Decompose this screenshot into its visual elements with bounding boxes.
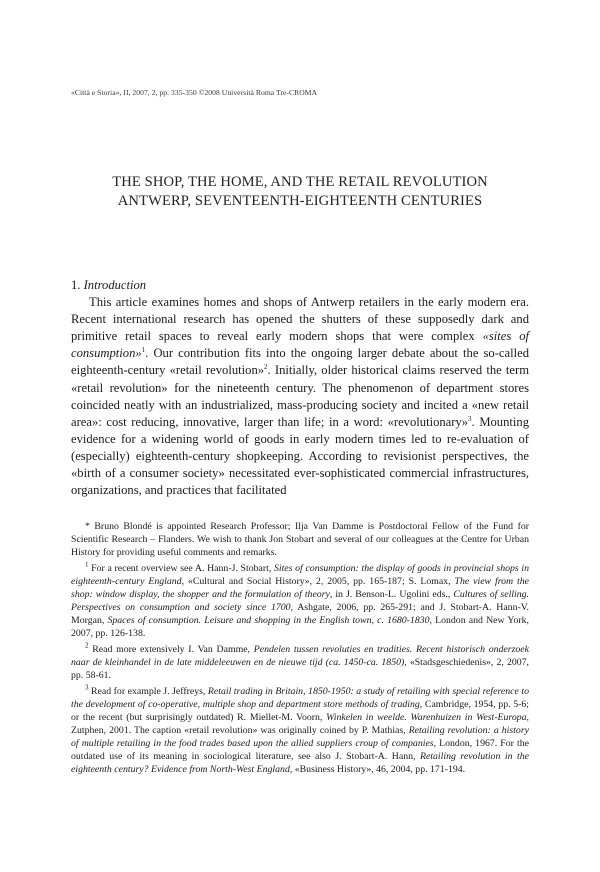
footnotes [71, 520, 529, 779]
footnote-2 [71, 643, 529, 682]
section-heading [71, 277, 529, 294]
footnote-3 [71, 685, 529, 776]
text-run: . Our contribution fits into the ongoing larger debate about the so-called eighteenth-century «retail revolution» [71, 346, 529, 378]
section-title: Introduction [83, 278, 147, 292]
footnote-number: 1 [85, 560, 89, 569]
footnote-number: 2 [85, 641, 89, 650]
text-run: For a recent overview see A. Hann-J. Stobart, [88, 563, 274, 574]
text-run: , Ashgate, 2006, pp. 265-291; and J. Stobart-A. Hann-V. Morgan, [71, 602, 530, 626]
text-run: , London, 1967. For the outdated use of its meaning in sociological literature, see also J. Stobart-A. Hann, [71, 738, 529, 762]
footnote-number: 3 [85, 683, 89, 692]
text-run-italic: Sites of consumption: the display of goods in provincial shops in eighteenth-century England [71, 563, 529, 587]
footnote-ref[interactable]: 1 [141, 346, 146, 355]
text-run-italic: Retailing revolution in the eighteenth century? Evidence from North-West England [71, 751, 529, 775]
text-run: , in J. Benson-L. Ugolini eds., [329, 589, 454, 600]
footnote-1 [71, 562, 529, 640]
section-number: 1. [71, 278, 81, 292]
footnote-ref[interactable]: 3 [468, 414, 472, 423]
text-run: This article examines homes and shops of Antwerp retailers in the early modern era. Recent international research has opened the shutters of these supposedly dark and primitive retail spaces to reveal early modern shops that were complex [71, 295, 529, 344]
text-run-italic: The view from the shop: window display, the shopper and the formulation of theory [71, 576, 530, 600]
text-run: . Mounting evidence for a widening world of goods in early modern times led to re-evaluation of (especially) eighteenth-century shopkeeping. According to revisionist perspectives, the «birth of a consumer society» necessitated ever-sophisticated commercial infrastructures, organizations, and practices that facilitated [71, 414, 529, 498]
article-title [60, 173, 540, 211]
footnote-star: * Bruno Blondé is appointed Research Professor; Ilja Van Damme is Postdoctoral Fellow of the Fund for Scientific Research – Flanders. We wish to thank Jon Stobart and several of our colleagues at the Centre for Urban History for providing useful comments and remarks. [71, 521, 529, 558]
text-run-italic: Winkelen in weelde. Warenhuizen in West-Europa [326, 712, 527, 723]
text-run: , «Stadsgeschiedenis», 2, 2007, pp. 58-61. [71, 657, 529, 681]
text-run-italic: Spaces of consumption. Leisure and shopping in the English town, c. 1680-1830 [107, 615, 430, 626]
text-run: Read for example J. Jeffreys, [88, 686, 208, 697]
title-line-2: ANTWERP, SEVENTEENTH-EIGHTEENTH CENTURIES [117, 193, 483, 209]
journal-header: «Città e Storia», II, 2007, 2, pp. 335-350 ©2008 Università Roma Tre-CROMA [71, 88, 318, 97]
text-run-italic: Retailing revolution: a history of multiple retailing in the food trades based upon the allied suppliers croup of companies [71, 725, 529, 749]
title-line-1: THE SHOP, THE HOME, AND THE RETAIL REVOLUTION [112, 174, 488, 190]
text-run-italic: Retail trading in Britain, 1850-1950: a study of retailing with special reference to the development of co-operative, multiple shop and department store methods of trading [71, 686, 529, 710]
text-run-italic: «sites of consumption» [71, 329, 529, 361]
text-run-italic: Cultures of selling. Perspectives on consumption and society since 1700 [71, 589, 529, 613]
intro-paragraph [71, 294, 529, 499]
text-run: . Initially, older historical claims reserved the term «retail revolution» for the nineteenth century. The phenomenon of department stores coincided neatly with an industrialized, mass-producing society and incited a «new retail area»: cost reducing, innovative, larger than life; in a word: «revolutionary» [71, 363, 530, 429]
text-run: , Cambridge, 1954, pp. 5-6; or the recent (but surprisingly outdated) R. Miellet-M. Voorn, [71, 699, 530, 723]
text-run-italic: Pendelen tussen revoluties en tradities. Recent historisch onderzoek naar de kleinhandel in de late middeleeuwen en de nieuwe tijd (ca. 1450-ca. 1850) [71, 644, 529, 668]
text-run: Read more extensively I. Van Damme, [88, 644, 254, 655]
footnote-ref[interactable]: 2 [264, 363, 268, 372]
text-run: , «Cultural and Social History», 2, 2005, pp. 165-187; S. Lomax, [181, 576, 455, 587]
text-run: , Zutphen, 2001. The caption «retail revolution» was originally coined by P. Mathias, [71, 712, 529, 736]
text-run: , «Business History», 46, 2004, pp. 171-194. [289, 764, 466, 775]
article-body [71, 277, 529, 499]
text-run: , London and New York, 2007, pp. 126-138. [71, 615, 529, 639]
